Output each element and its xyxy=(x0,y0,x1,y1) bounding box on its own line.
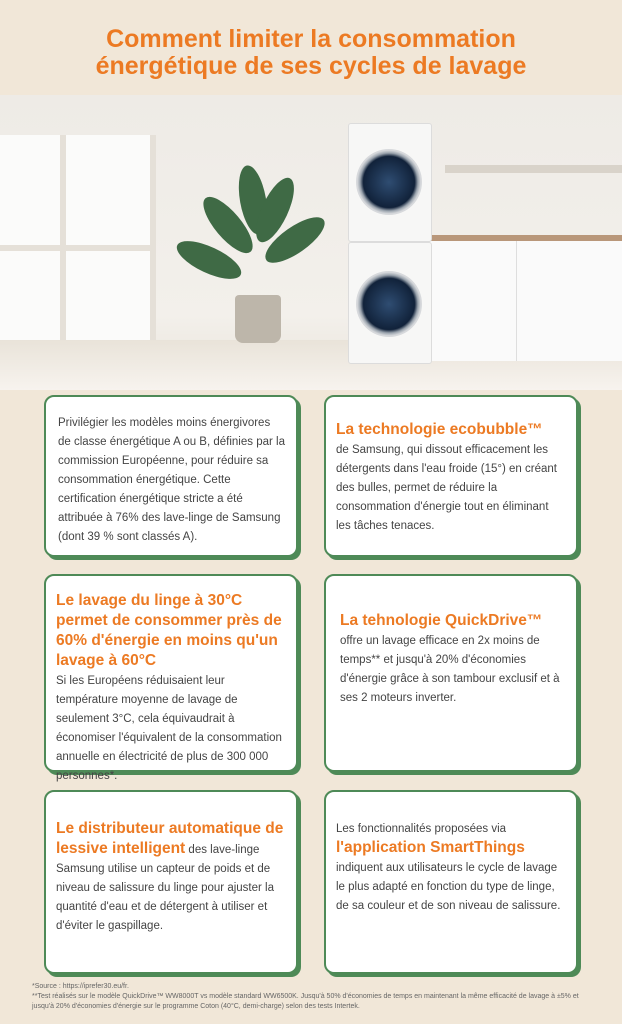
card-heading: Le lavage du linge à 30°C permet de consommer près de 60% d'énergie en moins qu'un lavage à 60°C xyxy=(56,592,282,669)
page-title xyxy=(0,26,622,80)
footnotes xyxy=(32,982,602,1012)
card-body: Si les Européens réduisaient leur température moyenne de lavage de seulement 3°C, cela équivaudrait à économiser l'équivalent de la consommation annuelle en électricité de plus de 300 000 personnes*. xyxy=(56,675,282,782)
laundry-room-illustration xyxy=(0,95,622,390)
dryer xyxy=(348,123,432,242)
card-heading: Le distributeur automatique de lessive intelligent xyxy=(56,820,284,857)
card-heading: La tehnologie QuickDrive™ xyxy=(340,612,543,629)
card-smartthings xyxy=(324,790,578,974)
card-quickdrive xyxy=(324,574,578,772)
card-body: Privilégier les modèles moins énergivores de classe énergétique A ou B, définies par la commission Européenne, pour réduire sa consommation énergétique. Cette certification énergétique stricte a été attribuée à 76% des lave-linge de Samsung (dont 39 % sont classés A). xyxy=(58,417,285,543)
title-line-2: énergétique de ses cycles de lavage xyxy=(95,52,527,80)
card-body: de Samsung, qui dissout efficacement les détergents dans l'eau froide (15°) en créant des bulles, permet de réduire la consommation d'énergie tout en éliminant les tâches tenaces. xyxy=(336,444,557,532)
card-body: offre un lavage efficace en 2x moins de temps** et jusqu'à 20% d'économies d'énergie grâce à son tambour exclusif et à ses 2 moteurs inverter. xyxy=(340,635,560,704)
card-ecobubble xyxy=(324,395,578,557)
card-body: indiquent aux utilisateurs le cycle de lavage le plus adapté en fonction du type de linge, de sa couleur et de son niveau de salissure. xyxy=(336,862,561,912)
card-energy-class xyxy=(44,395,298,557)
card-auto-dispenser xyxy=(44,790,298,974)
title-line-1: Comment limiter la consommation xyxy=(106,25,516,53)
footnote-source: *Source : https://iprefer30.eu/fr. xyxy=(32,983,129,990)
footnote-tests: **Test réalisés sur le modèle QuickDrive™ WW8000T vs modèle standard WW6500K. Jusqu'à 50% d'économies de temps en maintenant la même efficacité de lavage à ±5% et jusqu'à 20% d'économies d'énergie sur le programme Coton (40°C, demi-charge) selon des tests Intertek. xyxy=(32,993,579,1010)
card-body: des lave-linge Samsung utilise un capteur de poids et de niveau de salissure du linge pour ajuster la quantité d'eau et de détergent à utiliser et d'éviter le gaspillage. xyxy=(56,844,274,932)
card-heading: l'application SmartThings xyxy=(336,839,525,856)
shelf xyxy=(445,165,622,173)
card-30-degrees xyxy=(44,574,298,782)
plant-pot xyxy=(235,295,281,343)
card-heading: La technologie ecobubble™ xyxy=(336,421,543,438)
cabinet xyxy=(430,235,622,361)
washing-machine xyxy=(348,242,432,364)
card-intro: Les fonctionnalités proposées via xyxy=(336,823,507,835)
